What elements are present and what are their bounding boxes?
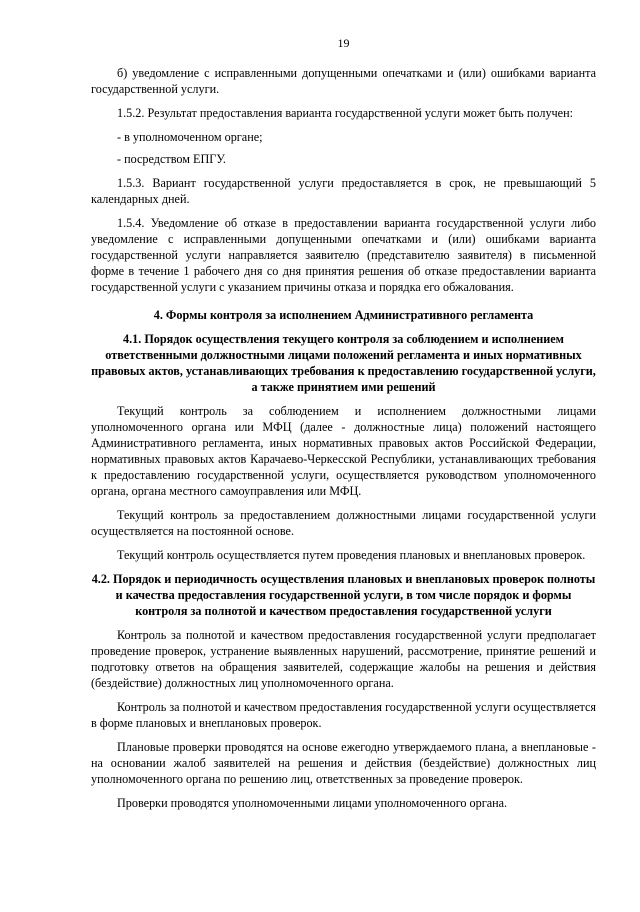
page-number: 19: [337, 36, 350, 50]
top-paragraphs: [91, 65, 596, 295]
paragraph: Плановые проверки проводятся на основе ежегодно утверждаемого плана, а внеплановые - на основании жалоб заявителей на решения и действия (бездействие) должностных лиц уполномоченного органа по решению лиц, ответственных за проведение проверок.: [91, 740, 596, 786]
paragraph: 1.5.2. Результат предоставления варианта государственной услуги может быть получен:: [117, 106, 573, 120]
document-page: [91, 35, 596, 819]
paragraph: Контроль за полнотой и качеством предоставления государственной услуги предполагает проведение проверок, устранение выявленных нарушений, рассмотрение, принятие решений и подготовку ответов на обращения заявителей, содержащие жалобы на решения и действия (бездействие) должностных лиц уполномоченного органа.: [91, 628, 596, 690]
paragraph: Проверки проводятся уполномоченными лицами уполномоченного органа.: [117, 796, 508, 810]
paragraph: 1.5.4. Уведомление об отказе в предоставлении варианта государственной услуги либо уведомление с исправленными допущенными опечатками и (или) ошибками варианта государственной услуги направляется заявителю (представителю заявителя) в письменной форме в течение 1 рабочего дня со дня принятия решения об отказе предоставлении варианта государственной услуги с указанием причины отказа и порядка его обжалования.: [91, 216, 596, 294]
paragraph: Текущий контроль за соблюдением и исполнением должностными лицами уполномоченного органа или МФЦ (далее - должностные лица) положений настоящего Административного регламента, иных нормативных правовых актов Российской Федерации, нормативных правовых актов Карачаево-Черкесской Республики, устанавливающих требования к предоставлению государственной услуги, осуществляется руководством уполномоченного органа, органа местного самоуправления или МФЦ.: [91, 404, 596, 498]
paragraph: - в уполномоченном органе;: [117, 130, 263, 144]
subsection-heading: 4.1. Порядок осуществления текущего контроля за соблюдением и исполнением ответственными должностными лицами положений регламента и иных нормативных правовых актов, устанавливающих требования к предоставлению государственной услуги, а также принятием ими решений: [91, 332, 596, 394]
paragraph: - посредством ЕПГУ.: [117, 152, 226, 166]
paragraph: б) уведомление с исправленными допущенными опечатками и (или) ошибками варианта государственной услуги.: [91, 66, 596, 96]
paragraph: Текущий контроль осуществляется путем проведения плановых и внеплановых проверок.: [117, 548, 586, 562]
subsection-heading: 4.2. Порядок и периодичность осуществления плановых и внеплановых проверок полноты и качества предоставления государственной услуги, в том числе порядок и формы контроля за полнотой и качеством предоставления государственной услуги: [91, 572, 596, 618]
section-heading: 4. Формы контроля за исполнением Административного регламента: [153, 308, 534, 322]
paragraph: 1.5.3. Вариант государственной услуги предоставляется в срок, не превышающий 5 календарных дней.: [91, 176, 596, 206]
paragraph: Контроль за полнотой и качеством предоставления государственной услуги осуществляется в форме плановых и внеплановых проверок.: [91, 700, 596, 730]
paragraph: Текущий контроль за предоставлением должностными лицами государственной услуги осуществляется на постоянной основе.: [91, 508, 596, 538]
